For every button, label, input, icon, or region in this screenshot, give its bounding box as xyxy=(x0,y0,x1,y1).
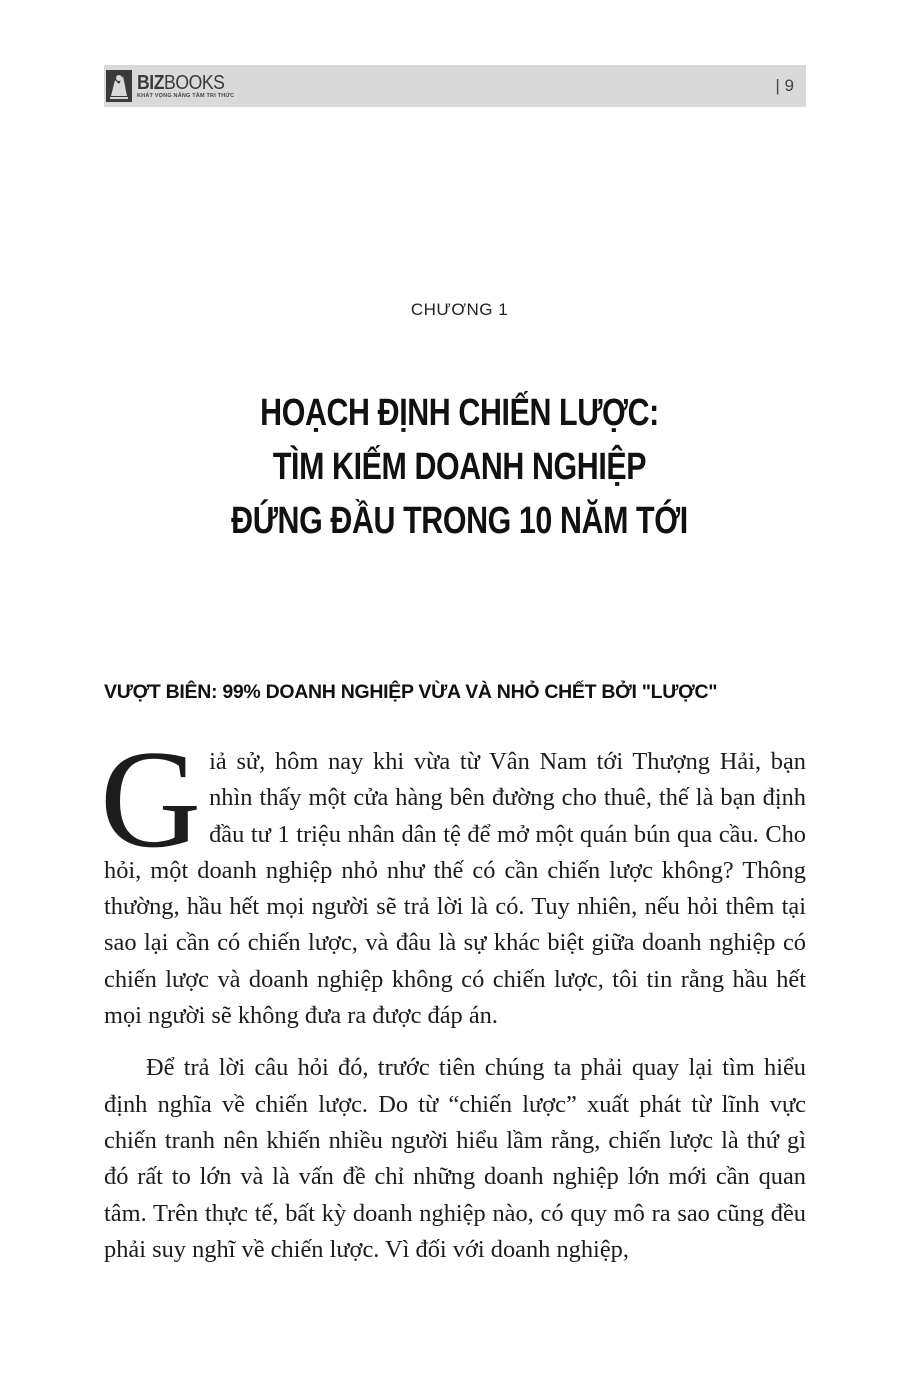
paragraph xyxy=(100,722,806,1034)
body-text xyxy=(100,722,806,1268)
brand-tagline: KHÁT VỌNG NÂNG TẦM TRI THỨC xyxy=(137,92,235,99)
bizbooks-logo-icon xyxy=(106,70,132,102)
running-header xyxy=(104,65,806,107)
chapter-title-line: ĐỨNG ĐẦU TRONG 10 NĂM TỚI xyxy=(231,500,688,542)
section-heading: VƯỢT BIÊN: 99% DOANH NGHIỆP VỪA VÀ NHỎ CHẾT BỞI "LƯỢC" xyxy=(104,681,718,703)
publisher-logo xyxy=(106,70,236,102)
brand-name: BIZBOOKS xyxy=(137,71,225,94)
chapter-title-line: HOẠCH ĐỊNH CHIẾN LƯỢC: xyxy=(260,392,659,434)
chapter-label: CHƯƠNG 1 xyxy=(410,300,509,319)
chapter-title xyxy=(0,386,919,548)
drop-cap: G xyxy=(100,722,202,877)
paragraph: Để trả lời câu hỏi đó, trước tiên chúng ta phải quay lại tìm hiểu định nghĩa về chiến lược. Do từ “chiến lược” xuất phát từ lĩnh vực chiến tranh nên khiến nhiều người hiểu lầm rằng, chiến lược là thứ gì đó rất to lớn và là vấn đề chỉ những doanh nghiệp lớn mới cần quan tâm. Trên thực tế, bất kỳ doanh nghiệp nào, có quy mô ra sao cũng đều phải suy nghĩ về chiến lược. Vì đối với doanh nghiệp, xyxy=(104,1054,806,1263)
page-number: | 9 xyxy=(775,76,794,95)
paragraph-text: iả sử, hôm nay khi vừa từ Vân Nam tới Thượng Hải, bạn nhìn thấy một cửa hàng bên đường cho thuê, thế là bạn định đầu tư 1 triệu nhân dân tệ để mở một quán bún qua cầu. Cho hỏi, một doanh nghiệp nhỏ như thế có cần chiến lược không? Thông thường, hầu hết mọi người sẽ trả lời là có. Tuy nhiên, nếu hỏi thêm tại sao lại cần có chiến lược, và đâu là sự khác biệt giữa doanh nghiệp có chiến lược và doanh nghiệp không có chiến lược, tôi tin rằng hầu hết mọi người sẽ không đưa ra được đáp án. xyxy=(104,748,806,1030)
chapter-title-line: TÌM KIẾM DOANH NGHIỆP xyxy=(272,446,647,488)
